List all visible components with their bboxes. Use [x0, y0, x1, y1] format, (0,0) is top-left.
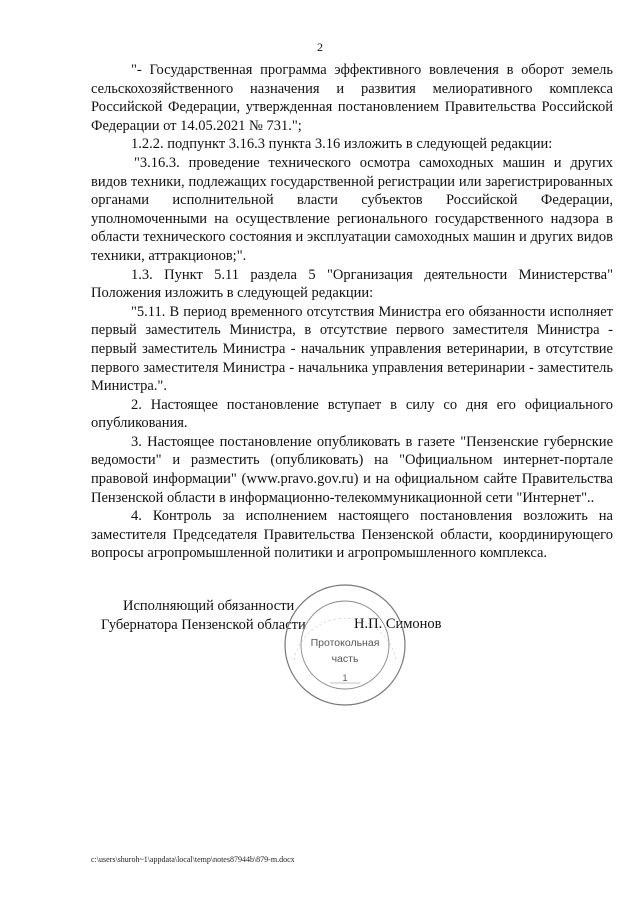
paragraph-3-16-3-quote: "3.16.3. проведение технического осмотра самоходных машин и других видов техники, подлежащих государственной регистрации или зарегистрированных органами исполнительной власти субъектов Российской Федерации, уполномоченными на осуществление регионального государственного надзора в области технического состояния и эксплуатации самоходных машин и других видов техники, аттракционов;".	[91, 154, 613, 264]
stamp-text-line1: Протокольная	[310, 637, 380, 649]
stamp-number: 1	[342, 673, 348, 683]
document-body	[91, 61, 613, 563]
official-seal-stamp	[280, 580, 410, 710]
paragraph-1-3: 1.3. Пункт 5.11 раздела 5 "Организация деятельности Министерства" Положения изложить в следующей редакции:	[91, 266, 613, 302]
signature-title-line1: Исполняющий обязанности	[123, 598, 295, 614]
paragraph-1-2-2: 1.2.2. подпункт 3.16.3 пункта 3.16 изложить в следующей редакции:	[131, 136, 553, 153]
signature-title-line2: Губернатора Пензенской области	[101, 617, 306, 633]
paragraph-5-11-quote: "5.11. В период временного отсутствия Министра его обязанности исполняет первый заместитель Министра, в отсутствие первого заместителя Министра - первый заместитель Министра - начальник управления ветеринарии, в отсутствие первого заместителя Министра - начальника управления ветеринарии - заместитель Министра.".	[91, 303, 613, 395]
page-number: 2	[317, 40, 323, 54]
paragraph-4-control: 4. Контроль за исполнением настоящего постановления возложить на заместителя Председателя Правительства Пензенской области, координирующего вопросы агропромышленной политики и агропромышленного комплекса.	[91, 508, 613, 562]
signer-name: Н.П. Симонов	[354, 616, 442, 632]
stamp-text-line2: часть	[331, 653, 359, 665]
paragraph-program-quote: "- Государственная программа эффективного вовлечения в оборот земель сельскохозяйственного назначения и развития мелиоративного комплекса Российской Федерации, утвержденная постановлением Правительства Российской Федерации от 14.05.2021 № 731.";	[91, 62, 613, 134]
paragraph-2-effective: 2. Настоящее постановление вступает в силу со дня его официального опубликования.	[91, 396, 613, 432]
footer-file-path: c:\users\shuroh~1\appdata\local\temp\notes87944b\879-m.docx	[91, 855, 295, 864]
signature-block	[101, 597, 306, 635]
paragraph-3-publish: 3. Настоящее постановление опубликовать в газете "Пензенские губернские ведомости" и разместить (опубликовать) на "Официальном интернет-портале правовой информации" (www.pravo.gov.ru) и на официальном сайте Правительства Пензенской области в информационно-телекоммуникационной сети "Интернет"..	[91, 433, 613, 506]
